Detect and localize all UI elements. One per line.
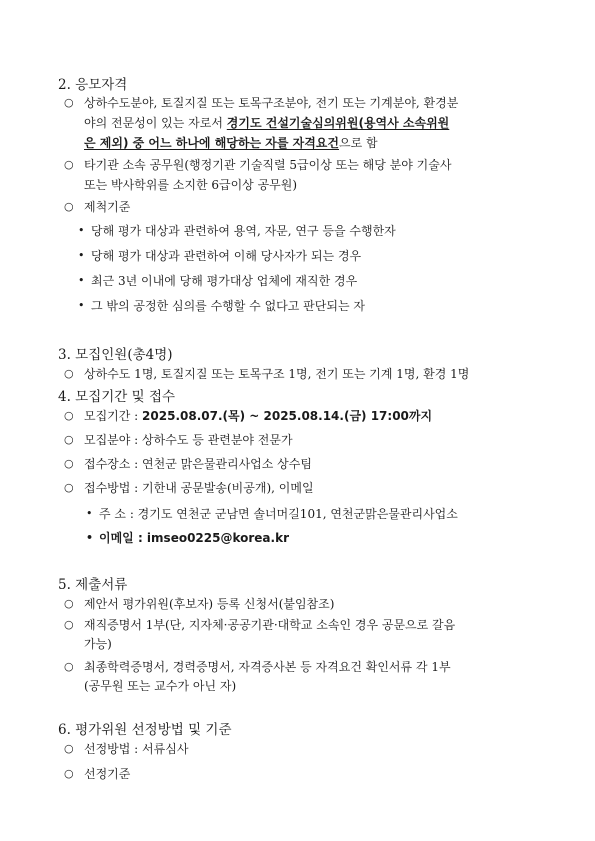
section-3-title: 3. 모집인원(총4명) [58,347,173,363]
s2-sub-item: 당해 평가 대상과 관련하여 이해 당사자가 되는 경우 [91,249,362,263]
s5-item3-line1: 최종학력증명서, 경력증명서, 자격증사본 등 자격요건 확인서류 각 1부 [84,660,451,674]
s2-item1-text: 야의 전문성이 있는 자로서 [84,116,227,130]
circle-marker: ○ [64,618,74,631]
s2-item2-line2: 또는 박사학위를 소지한 6급이상 공무원) [84,178,298,192]
s5-item3-line2: (공무원 또는 교수가 아닌 자) [84,679,237,693]
s2-sub-item: 그 밖의 공정한 심의를 수행할 수 없다고 판단되는 자 [91,299,365,313]
bullet-marker: • [78,249,85,262]
bullet-marker: • [78,299,85,312]
circle-marker: ○ [64,367,74,380]
s4-email: 이메일 : imseo0225@korea.kr [99,531,289,545]
s2-item1-emphasis: 경기도 건설기술심의위원(용역사 소속위원 [226,116,450,130]
s6-item1: 선정방법 : 서류심사 [84,742,189,756]
s3-item1: 상하수도 1명, 토질지질 또는 토목구조 1명, 전기 또는 기계 1명, 환경 1명 [84,367,470,381]
s4-address: 주 소 : 경기도 연천군 군남면 솔너머길101, 연천군맑은물관리사업소 [99,507,458,521]
s4-place: 접수장소 : 연천군 맑은물관리사업소 상수팀 [84,457,312,471]
circle-marker: ○ [64,457,74,470]
s2-item1-line1: 상하수도분야, 토질지질 또는 토목구조분야, 전기 또는 기계분야, 환경분 [84,96,459,110]
circle-marker: ○ [64,660,74,673]
s2-item2-line1: 타기관 소속 공무원(행정기관 기술직렬 5급이상 또는 해당 분야 기술사 [84,158,452,172]
s6-item2: 선정기준 [84,767,131,781]
circle-marker: ○ [64,158,74,171]
bullet-marker: • [78,224,85,237]
circle-marker: ○ [64,409,74,422]
section-4-title: 4. 모집기간 및 접수 [58,389,176,405]
s5-item2-line1: 재직증명서 1부(단, 지자체·공공기관·대학교 소속인 경우 공문으로 갈음 [84,618,456,632]
circle-marker: ○ [64,200,74,213]
s2-item1-tail: 으로 함 [338,136,378,150]
circle-marker: ○ [64,597,74,610]
s2-item1-line3 [84,135,378,151]
s5-item1: 제안서 평가위원(후보자) 등록 신청서(붙임참조) [84,597,335,611]
section-5-title: 5. 제출서류 [58,577,128,593]
bullet-marker: • [86,531,94,544]
s4-period-label: 모집기간 : [84,409,143,423]
s2-item1-line2 [84,115,449,131]
s2-sub-item: 당해 평가 대상과 관련하여 용역, 자문, 연구 등을 수행한자 [91,224,396,238]
circle-marker: ○ [64,481,74,494]
s2-item1-emphasis-cont: 은 제외) 중 어느 하나에 해당하는 자를 자격요건 [84,136,339,150]
bullet-marker: • [86,507,93,520]
circle-marker: ○ [64,433,74,446]
circle-marker: ○ [64,767,74,780]
s2-item3: 제척기준 [84,200,131,214]
circle-marker: ○ [64,96,74,109]
s4-field: 모집분야 : 상하수도 등 관련분야 전문가 [84,433,293,447]
s4-method: 접수방법 : 기한내 공문발송(비공개), 이메일 [84,481,314,495]
s4-period-value: 2025.08.07.(목) ~ 2025.08.14.(금) 17:00까지 [142,409,433,423]
bullet-marker: • [78,274,85,287]
s4-period [84,408,432,424]
circle-marker: ○ [64,742,74,755]
section-2-title: 2. 응모자격 [58,77,128,93]
s2-sub-item: 최근 3년 이내에 당해 평가대상 업체에 재직한 경우 [91,274,358,288]
s5-item2-line2: 가능) [84,637,112,651]
section-6-title: 6. 평가위원 선정방법 및 기준 [58,722,232,738]
